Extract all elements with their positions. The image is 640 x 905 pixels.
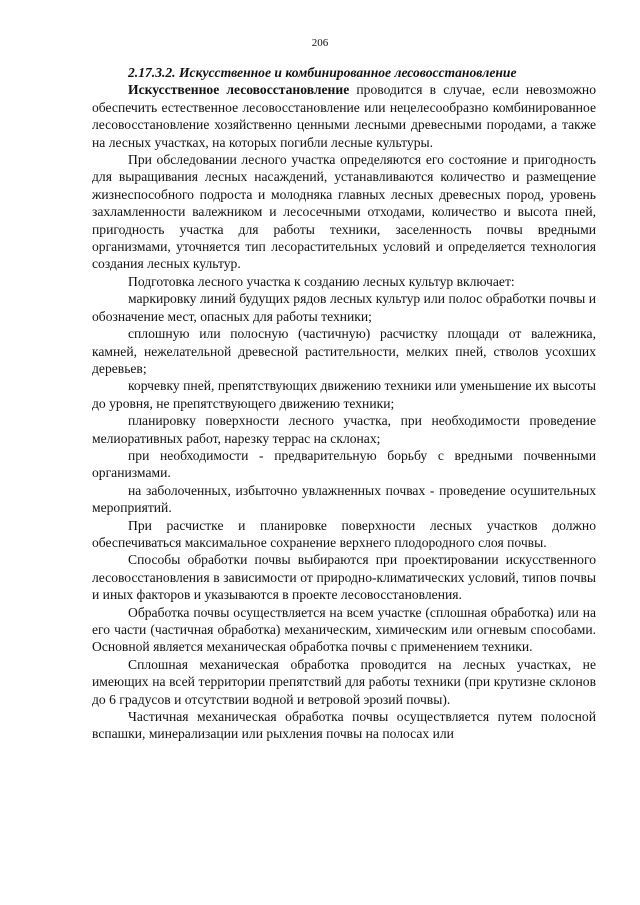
page-number: 206 <box>311 37 329 49</box>
document-body <box>92 64 596 743</box>
list-item-pest-control: при необходимости - предварительную борьбу с вредными почвенными организмами. <box>92 447 596 481</box>
paragraph-topsoil: При расчистке и планировке поверхности лесных участков должно обеспечиваться максимальное сохранение верхнего плодородного слоя почвы. <box>92 517 596 550</box>
paragraph-soil-methods: Способы обработки почвы выбираются при проектировании искусственного лесовосстановления в зависимости от природно-климатических условий, типов почвы и иных факторов и указываются в проекте лесовосстановления. <box>92 552 596 603</box>
paragraph-survey: При обследовании лесного участка определяются его состояние и пригодность для выращивания лесных насаждений, устанавливаются количество и размещение жизнеспособного подроста и молодняка главных лесных древесных пород, уровень захламленности валежником и лесосечными отходами, количество и высота пней, пригодность участка для работы техники, заселенность почвы вредными организмами, уточняется тип лесорастительных условий и определяется технология создания лесных культур. <box>92 152 596 272</box>
paragraph-continuous-treatment: Сплошная механическая обработка проводится на лесных участках, не имеющих на всей территории препятствий для работы техники (при крутизне склонов до 6 градусов и отсутствии водной и ветровой эрозий почвы). <box>92 656 596 707</box>
list-item-stump-removal: корчевку пней, препятствующих движению техники или уменьшение их высоты до уровня, не препятствующего движению техники; <box>92 378 596 411</box>
section-heading: 2.17.3.2. Искусственное и комбинированное лесовосстановление <box>128 65 517 80</box>
intro-text: проводится в случае, если невозможно обеспечить естественное лесовосстановление или нецелесообразно комбинированное лесовосстановление хозяйственно ценными лесными древесными породами, а также на лесных участках, на которых погибли лесные культуры. <box>92 82 596 150</box>
paragraph-soil-treatment: Обработка почвы осуществляется на всем участке (сплошная обработка) или на его части (частичная обработка) механическим, химическим или огневым способами. Основной является механическая обработка почвы с применением техники. <box>92 604 596 655</box>
intro-paragraph <box>92 81 596 151</box>
intro-term: Искусственное лесовосстановление <box>128 82 350 98</box>
list-item-clearing: сплошную или полосную (частичную) расчистку площади от валежника, камней, нежелательной древесной растительности, мелких пней, стволов усохших деревьев; <box>92 326 596 376</box>
list-item-leveling: планировку поверхности лесного участка, при необходимости проведение мелиоративных работ, нарезку террас на склонах; <box>92 413 596 446</box>
paragraph-preparation-intro: Подготовка лесного участка к созданию лесных культур включает: <box>128 273 515 289</box>
list-item-marking: маркировку линий будущих рядов лесных культур или полос обработки почвы и обозначение мест, опасных для работы техники; <box>92 291 596 324</box>
paragraph-partial-treatment: Частичная механическая обработка почвы осуществляется путем полосной вспашки, минерализации или рыхления почвы на полосах или <box>92 709 596 742</box>
list-item-drainage: на заболоченных, избыточно увлажненных почвах - проведение осушительных мероприятий. <box>92 482 596 516</box>
